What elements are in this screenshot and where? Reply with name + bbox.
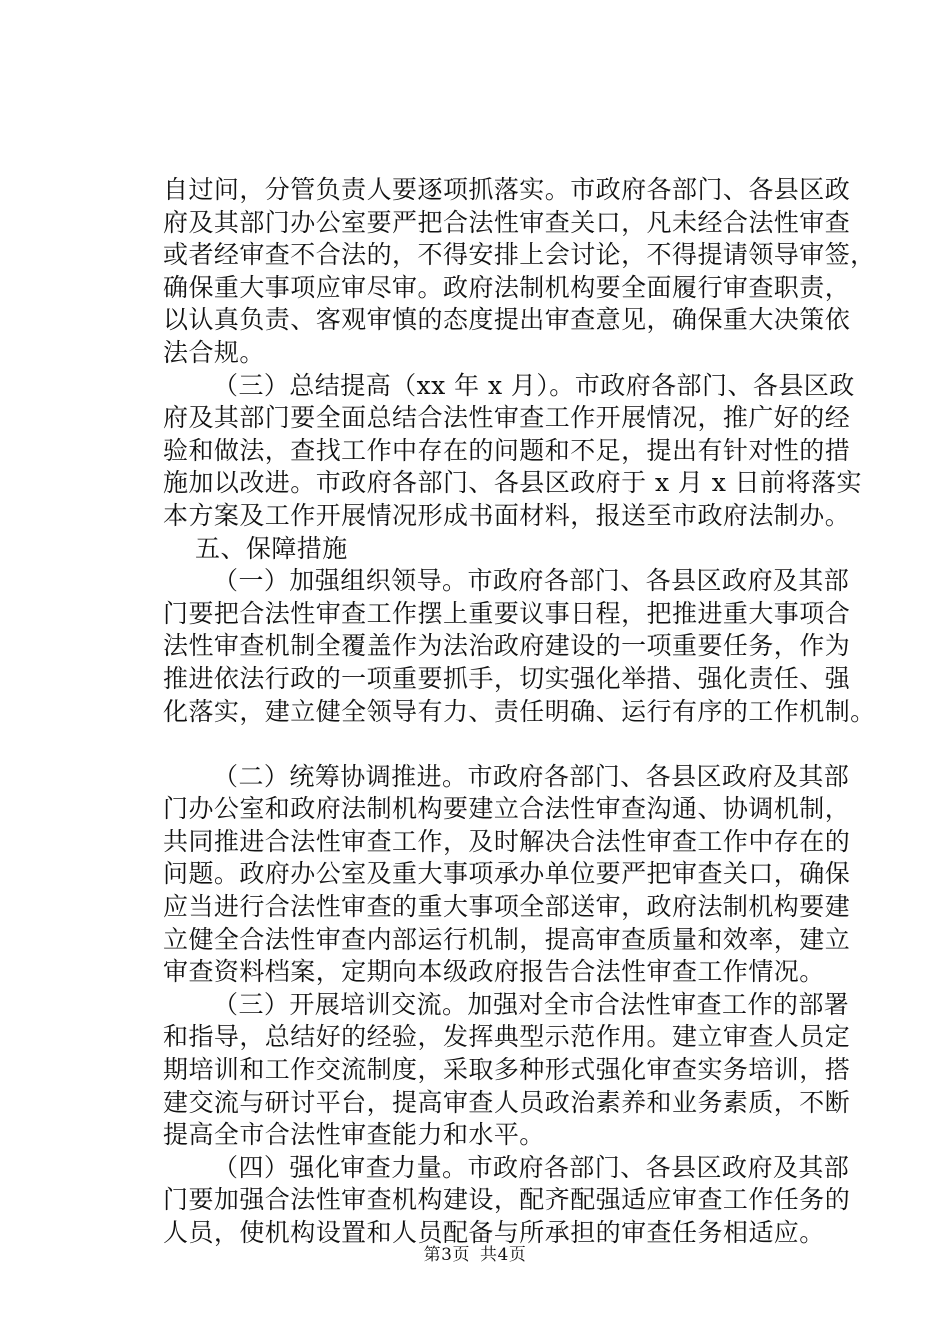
text-line: 和指导，总结好的经验，发挥典型示范作用。建立审查人员定 (163, 1022, 851, 1052)
text-line: 建交流与研讨平台，提高审查人员政治素养和业务素质，不断 (163, 1087, 851, 1117)
paragraph-start-coordination: （二）统筹协调推进。市政府各部门、各县区政府及其部 (213, 761, 850, 791)
paragraph-start-training: （三）开展培训交流。加强对全市合法性审查工作的部署 (213, 989, 850, 1019)
section-heading-safeguards: 五、保障措施 (195, 533, 348, 563)
text-line: 或者经审查不合法的，不得安排上会讨论，不得提请领导审签， (163, 240, 876, 270)
text-line: 府及其部门办公室要严把合法性审查关口，凡未经合法性审查 (163, 207, 851, 237)
text-line: 推进依法行政的一项重要抓手，切实强化举措、强化责任、强 (163, 663, 851, 693)
text-line: 法性审查机制全覆盖作为法治政府建设的一项重要任务，作为 (163, 631, 851, 661)
page-footer (0, 1244, 950, 1266)
text-line: 期培训和工作交流制度，采取多种形式强化审查实务培训，搭 (163, 1055, 851, 1085)
paragraph-start-organization: （一）加强组织领导。市政府各部门、各县区政府及其部 (213, 566, 850, 596)
text-line: 府及其部门要全面总结合法性审查工作开展情况，推广好的经 (163, 403, 851, 433)
text-line: 法合规。 (163, 337, 265, 367)
text-line: 提高全市合法性审查能力和水平。 (163, 1120, 545, 1150)
text-line: 确保重大事项应审尽审。政府法制机构要全面履行审查职责， (163, 272, 851, 302)
page-total: 共4页 (480, 1245, 527, 1265)
text-line: 审查资料档案，定期向本级政府报告合法性审查工作情况。 (163, 957, 825, 987)
text-line: 共同推进合法性审查工作，及时解决合法性审查工作中存在的 (163, 826, 851, 856)
paragraph-start-capacity: （四）强化审查力量。市政府各部门、各县区政府及其部 (213, 1152, 850, 1182)
text-line: 验和做法，查找工作中存在的问题和不足，提出有针对性的措 (163, 435, 851, 465)
text-line: 人员，使机构设置和人员配备与所承担的审查任务相适应。 (163, 1218, 825, 1247)
text-line: 门要把合法性审查工作摆上重要议事日程，把推进重大事项合 (163, 598, 851, 628)
text-line: 自过问，分管负责人要逐项抓落实。市政府各部门、各县区政 (163, 175, 851, 204)
page-number: 第3页 (423, 1245, 470, 1265)
text-line: 应当进行合法性审查的重大事项全部送审，政府法制机构要建 (163, 892, 851, 922)
text-line: 以认真负责、客观审慎的态度提出审查意见，确保重大决策依 (163, 305, 851, 335)
text-line: 门办公室和政府法制机构要建立合法性审查沟通、协调机制， (163, 794, 851, 824)
text-line: 门要加强合法性审查机构建设，配齐配强适应审查工作任务的 (163, 1185, 851, 1215)
document-body (163, 174, 876, 1250)
section-heading-summary: （三）总结提高（xx 年 x 月）。市政府各部门、各县区政 (213, 370, 855, 400)
text-line: 化落实，建立健全领导有力、责任明确、运行有序的工作机制。 (163, 696, 876, 726)
text-line: 立健全合法性审查内部运行机制，提高审查质量和效率，建立 (163, 924, 851, 954)
text-line: 问题。政府办公室及重大事项承办单位要严把审查关口，确保 (163, 859, 851, 889)
text-line: 施加以改进。市政府各部门、各县区政府于 x 月 x 日前将落实 (163, 468, 862, 498)
paragraph-gap (163, 728, 853, 761)
text-line: 本方案及工作开展情况形成书面材料，报送至市政府法制办。 (163, 500, 851, 530)
